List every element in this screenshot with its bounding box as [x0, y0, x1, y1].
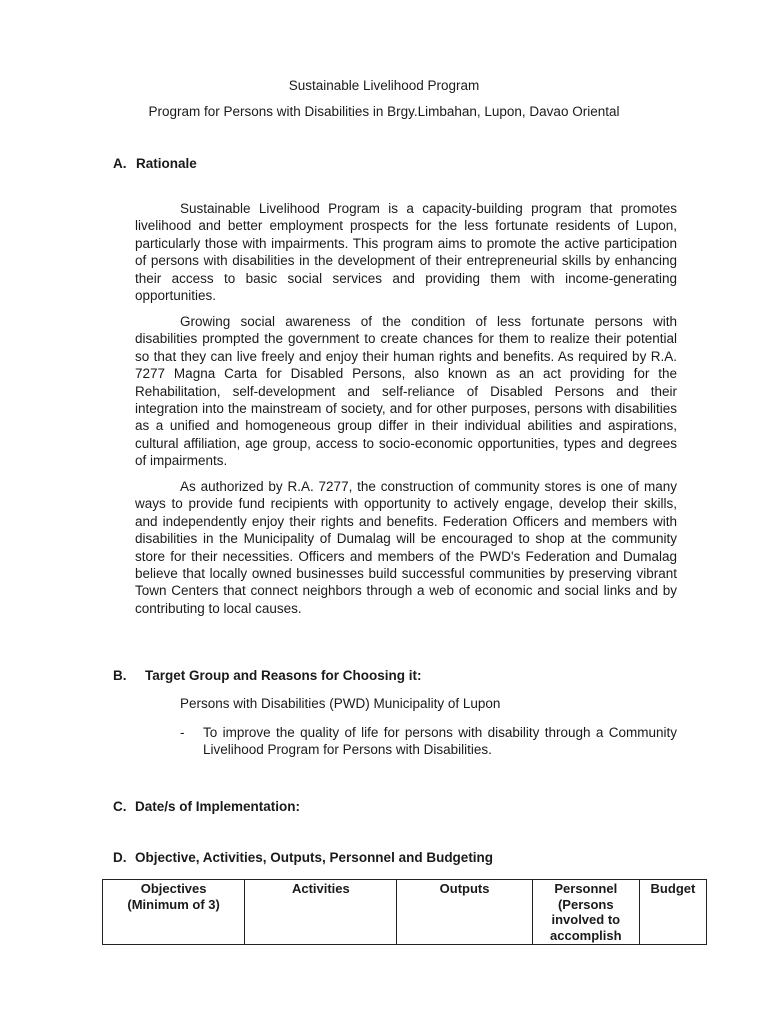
section-c-label: C. [113, 799, 127, 814]
document-subtitle: Program for Persons with Disabilities in Brgy.Limbahan, Lupon, Davao Oriental [148, 104, 620, 119]
rationale-paragraph-3: As authorized by R.A. 7277, the construction of community stores is one of many ways to provide fund recipients with opportunity to actively engage, develop their skills, and independently enjoy their rights and benefits. Federation Officers and members with disabilities in the Municipality of Dumalag will be encouraged to shop at the community store for their necessities. Officers and members of the PWD's Federation and Dumalag believe that locally owned businesses build successful communities by preserving vibrant Town Centers that connect neighbors through a web of economic and social links and by contributing to local causes. [135, 479, 677, 616]
target-group-text: Persons with Disabilities (PWD) Municipality of Lupon [180, 696, 501, 711]
header-personnel: Personnel (Persons involved to accomplish [532, 880, 639, 945]
target-reason-text: To improve the quality of life for persons with disability through a Community Livelihood Program for Persons with Disabilities. [203, 725, 677, 758]
section-b-label: B. [113, 668, 127, 683]
section-b-heading [113, 668, 422, 683]
section-a-label: A. [113, 156, 127, 171]
document-title: Sustainable Livelihood Program [288, 78, 480, 93]
section-c-heading [113, 799, 300, 814]
section-d-title: Objective, Activities, Outputs, Personnel and Budgeting [135, 850, 494, 865]
planning-table [102, 879, 707, 945]
table-header-row [103, 880, 707, 945]
section-a-title: Rationale [136, 156, 197, 171]
bullet-marker: - [180, 725, 185, 740]
rationale-paragraph-1: Sustainable Livelihood Program is a capacity-building program that promotes livelihood and better employment prospects for the less fortunate residents of Lupon, particularly those with impairments. This program aims to promote the active participation of persons with disabilities in the development of their entrepreneurial skills by enhancing their access to basic social services and providing them with income-generating opportunities. [135, 201, 677, 304]
section-b-title: Target Group and Reasons for Choosing it: [145, 668, 422, 683]
header-activities: Activities [245, 880, 397, 945]
target-reason-bullet [180, 724, 677, 759]
section-a-heading [113, 156, 197, 171]
section-c-title: Date/s of Implementation: [135, 799, 301, 814]
rationale-paragraph-2: Growing social awareness of the condition of less fortunate persons with disabilities prompted the government to create chances for them to realize their potential so that they can live freely and enjoy their human rights and benefits. As required by R.A. 7277 Magna Carta for Disabled Persons, also known as an act providing for the Rehabilitation, self-development and self-reliance of Disabled Persons and their integration into the mainstream of society, and for other purposes, persons with disabilities as a unified and homogeneous group differ in their individual abilities and aspirations, cultural affiliation, age group, access to socio-economic opportunities, types and degrees of impairments. [135, 314, 677, 469]
header-budget: Budget [639, 880, 706, 945]
header-outputs: Outputs [397, 880, 532, 945]
header-objectives: Objectives (Minimum of 3) [103, 880, 245, 945]
section-d-heading [113, 850, 493, 865]
section-d-label: D. [113, 850, 127, 865]
